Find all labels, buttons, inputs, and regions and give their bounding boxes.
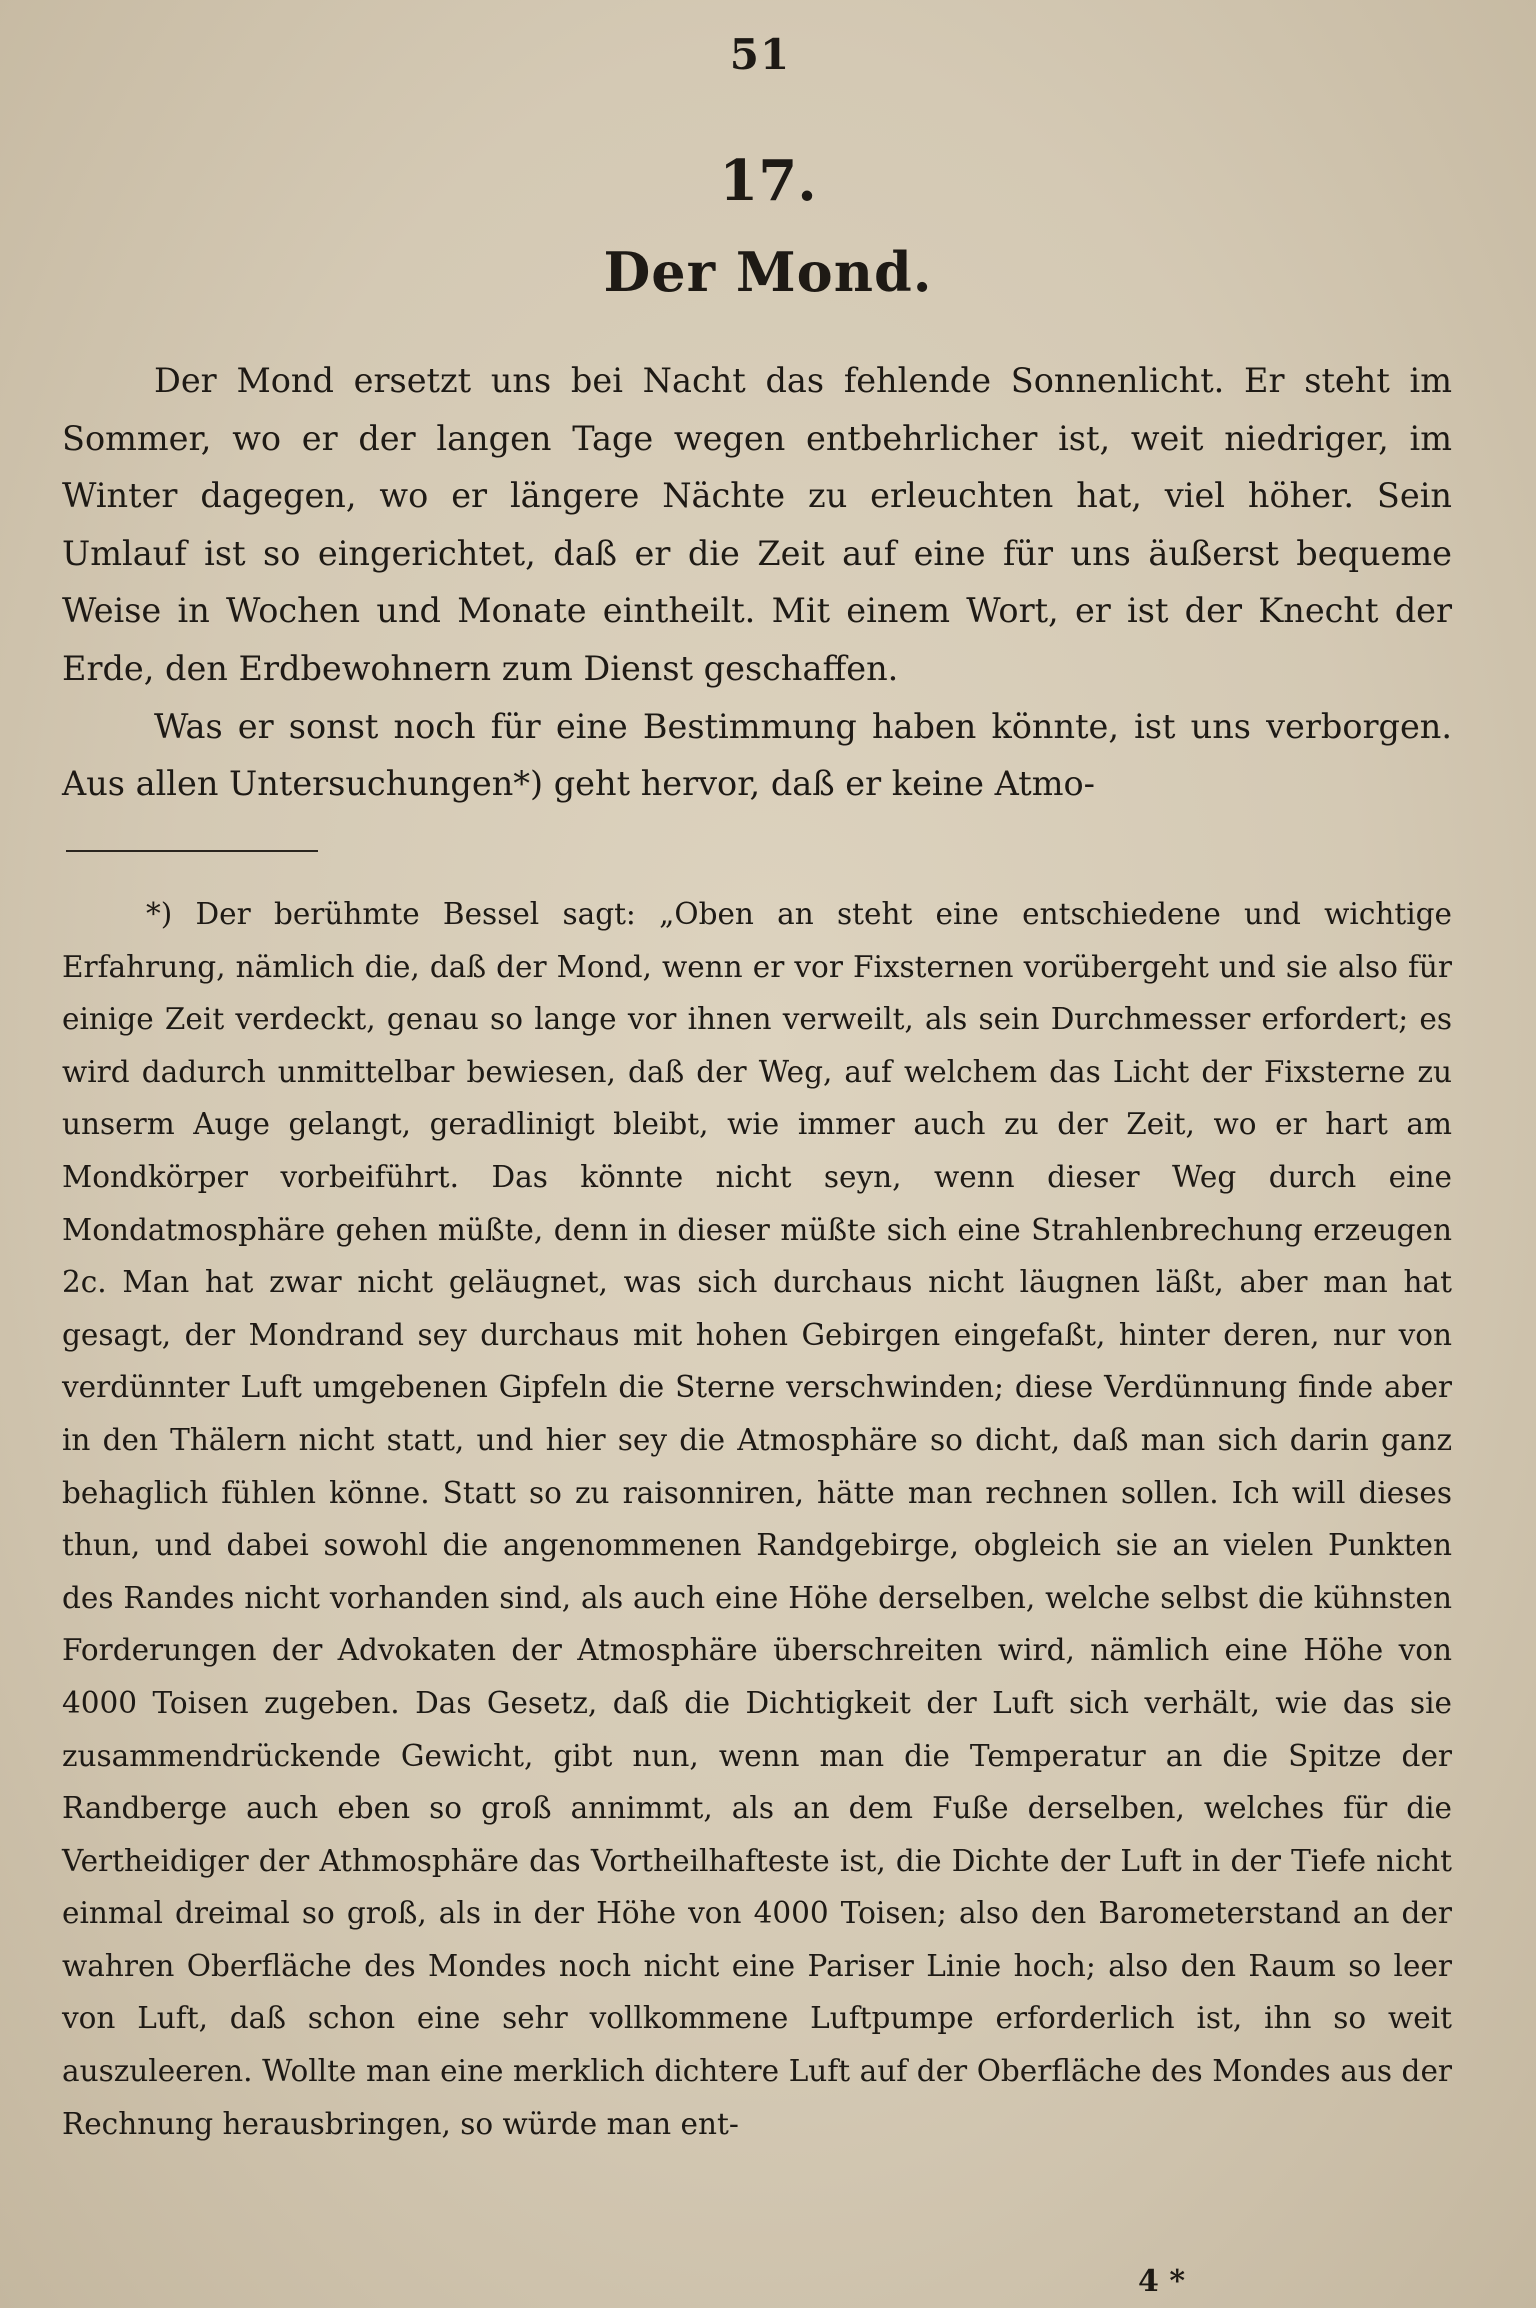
footnote-divider xyxy=(66,850,318,852)
chapter-number: 17. xyxy=(719,148,817,214)
signature-mark: 4 * xyxy=(1138,2264,1186,2299)
chapter-title: Der Mond. xyxy=(603,240,933,304)
main-paragraph-2: Was er sonst noch für eine Bestimmung haben könnte, ist uns verborgen. Aus allen Untersuchungen*) geht hervor, daß er keine Atmo- xyxy=(62,706,1452,804)
footnote-text: *) Der berühmte Bessel sagt: „Oben an steht eine entschiedene und wichtige Erfahrung, nämlich die, daß der Mond, wenn er vor Fixsternen vorübergeht und sie also für einige Zeit verdeckt, genau so lange vor ihnen verweilt, als sein Durchmesser erfordert; es wird dadurch unmittelbar bewiesen, daß der Weg, auf welchem das Licht der Fixsterne zu unserm Auge gelangt, geradlinigt bleibt, wie immer auch zu der Zeit, wo er hart am Mondkörper vorbeiführt. Das könnte nicht seyn, wenn dieser Weg durch eine Mondatmosphäre gehen müßte, denn in dieser müßte sich eine Strahlenbrechung erzeugen 2c. Man hat zwar nicht geläugnet, was sich durchaus nicht läugnen läßt, aber man hat gesagt, der Mondrand sey durchaus mit hohen Gebirgen eingefaßt, hinter deren, nur von verdünnter Luft umgebenen Gipfeln die Sterne verschwinden; diese Verdünnung finde aber in den Thälern nicht statt, und hier sey die Atmosphäre so dicht, daß man sich darin ganz behaglich fühlen könne. Statt so zu raisonniren, hätte man rechnen sollen. Ich will dieses thun, und dabei sowohl die angenommenen Randgebirge, obgleich sie an vielen Punkten des Randes nicht vorhanden sind, als auch eine Höhe derselben, welche selbst die kühnsten Forderungen der Advokaten der Atmosphäre überschreiten wird, nämlich eine Höhe von 4000 Toisen zugeben. Das Gesetz, daß die Dichtigkeit der Luft sich verhält, wie das sie zusammendrückende Gewicht, gibt nun, wenn man die Temperatur an die Spitze der Randberge auch eben so groß annimmt, als an dem Fuße derselben, welches für die Vertheidiger der Athmosphäre das Vortheilhafteste ist, die Dichte der Luft in der Tiefe nicht einmal dreimal so groß, als in der Höhe von 4000 Toisen; also den Barometerstand an der wahren Oberfläche des Mondes noch nicht eine Pariser Linie hoch; also den Raum so leer von Luft, daß schon eine sehr vollkommene Luftpumpe erforderlich ist, ihn so weit auszuleeren. Wollte man eine merklich dichtere Luft auf der Oberfläche des Mondes aus der Rechnung herausbringen, so würde man ent- xyxy=(62,897,1452,2141)
footnote xyxy=(62,888,1452,2150)
main-paragraph-1: Der Mond ersetzt uns bei Nacht das fehlende Sonnenlicht. Er steht im Sommer, wo er der langen Tage wegen entbehrlicher ist, weit niedriger, im Winter dagegen, wo er längere Nächte zu erleuchten hat, viel höher. Sein Umlauf ist so eingerichtet, daß er die Zeit auf eine für uns äußerst bequeme Weise in Wochen und Monate eintheilt. Mit einem Wort, er ist der Knecht der Erde, den Erdbewohnern zum Dienst geschaffen. xyxy=(62,361,1452,688)
main-text xyxy=(62,352,1452,813)
page-number: 51 xyxy=(729,30,791,79)
